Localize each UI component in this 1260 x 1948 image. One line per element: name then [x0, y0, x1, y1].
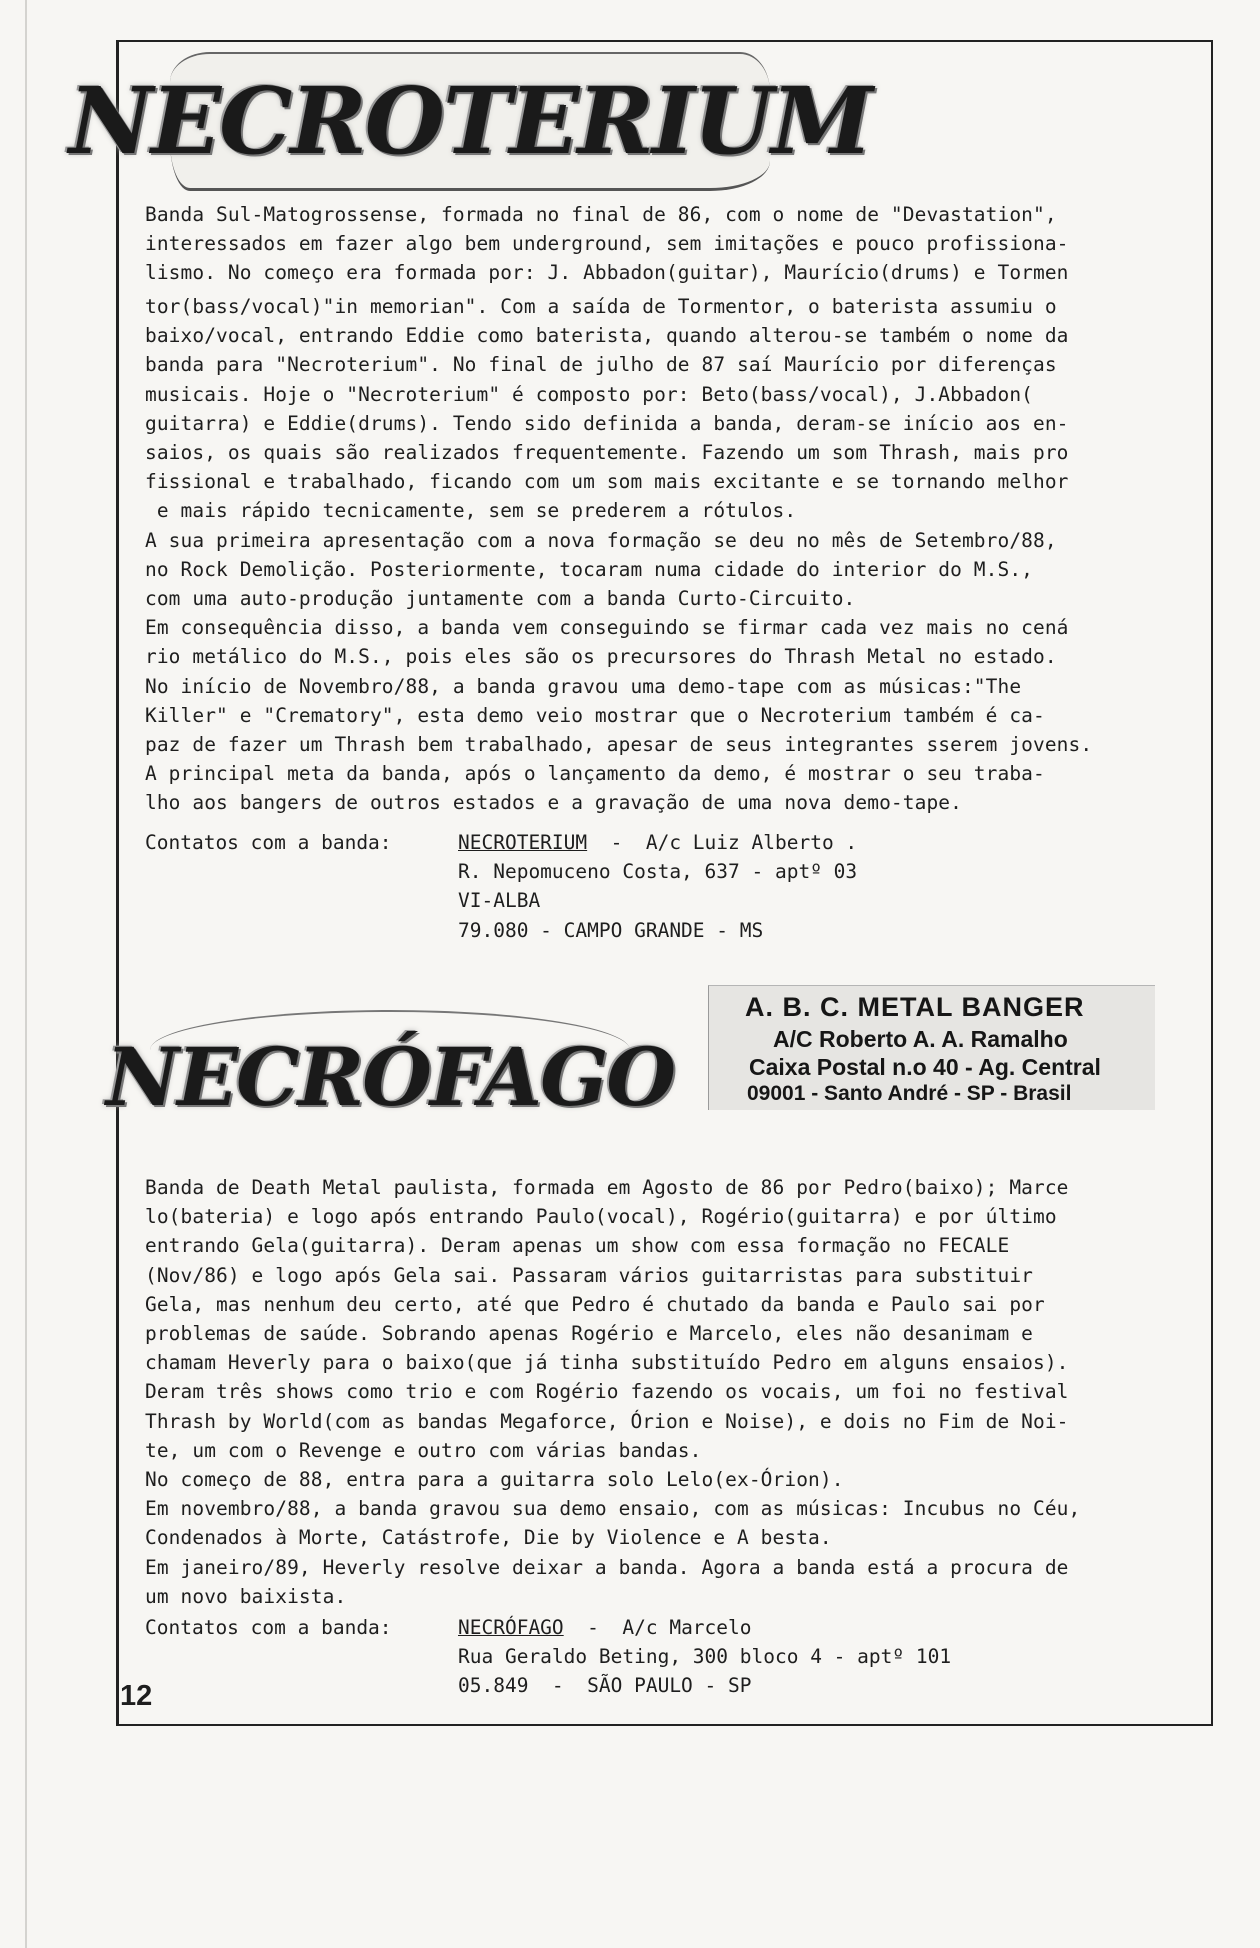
necrofago-paragraph: Banda de Death Metal paulista, formada em Agosto de 86 por Pedro(baixo); Marce lo(bateria) e logo após entrando Paulo(vocal), Rogério(guitarra) e por último entrando Gela(guitarra). Deram apenas um show com essa formação no FECALE (Nov/86) e logo após Gela sai. Passaram vários guitarristas para substituir Gela, mas nenhum deu certo, até que Pedro é chutado da banda e Paulo sai por problemas de saúde. Sobrando apenas Rogério e Marcelo, eles não desanimam e chamam Heverly para o baixo(que já tinha substituído Pedro em alguns ensaios). Deram três shows como trio e com Rogério fazendo os vocais, um foi no festival Thrash by World(com as bandas Megaforce, Órion e Noise), e dois no Fim de Noi- te, um com o Revenge e outro com várias bandas. No começo de 88, entra para a guitarra solo Lelo(ex-Órion). Em novembro/88, a banda gravou sua demo ensaio, com as músicas: Incubus no Céu, Condenados à Morte, Catástrofe, Die by Violence e A besta. Em janeiro/89, Heverly resolve deixar a banda. Agora a banda está a procura de um novo baixista. [145, 1176, 1081, 1608]
clipping-line-1: A. B. C. METAL BANGER [745, 992, 1085, 1022]
necroterium-contact-line-4: 79.080 - CAMPO GRANDE - MS [458, 918, 764, 942]
necroterium-contact-line-2: R. Nepomuceno Costa, 637 - aptº 03 [458, 860, 858, 884]
necroterium-contact-label: Contatos com a banda: [145, 831, 392, 854]
necroterium-contact-address [458, 828, 857, 945]
necroterium-paragraph-2: tor(bass/vocal)"in memorian". Com a saída de Tormentor, o baterista assumiu o baixo/vocal, entrando Eddie como baterista, quando alterou-se também o nome da banda para "Necroterium". No final de julho de 87 saí Maurício por diferenças musicais. Hoje o "Necroterium" é composto por: Beto(bass/vocal), J.Abbadon( guitarra) e Eddie(drums). Tendo sido definida a banda, deram-se início aos en- saios, os quais são realizados frequentemente. Fazendo um som Thrash, mais pro fissional e trabalhado, ficando com um som mais excitante e se tornando melhor e mais rápido tecnicamente, sem se prederem a rótulos. A sua primeira apresentação com a nova formação se deu no mês de Setembro/88, no Rock Demolição. Posteriormente, tocaram numa cidade do interior do M.S., com uma auto-produção juntamente com a banda Curto-Circuito. Em consequência disso, a banda vem conseguindo se firmar cada vez mais no cená rio metálico do M.S., pois eles são os precursores do Thrash Metal no estado. No início de Novembro/88, a banda gravou uma demo-tape com as músicas:"The Killer" e "Crematory", esta demo veio mostrar que o Necroterium também é ca- paz de fazer um Thrash bem trabalhado, apesar de seus integrantes sserem jovens. A principal meta da banda, após o lançamento da demo, é mostrar o seu traba- lho aos bangers de outros estados e a gravação de uma nova demo-tape. [145, 295, 1093, 815]
necrofago-logo: NECRÓFAGO [150, 1010, 630, 1142]
necroterium-contact-name: NECROTERIUM [458, 831, 588, 854]
necrofago-contact-line-1: - A/c Marcelo [563, 1616, 752, 1639]
necroterium-logo: NECROTERIUM [170, 52, 770, 191]
necrofago-contact-line-2: Rua Geraldo Beting, 300 bloco 4 - aptº 101 [458, 1645, 952, 1669]
necroterium-paragraph-1: Banda Sul-Matogrossense, formada no final de 86, com o nome de "Devastation", interessados em fazer algo bem underground, sem imitações e pouco profissiona- lismo. No começo era formada por: J. Abbadon(guitar), Maurício(drums) e Tormen [145, 203, 1069, 285]
page-number: 12 [120, 1680, 153, 1712]
necrofago-contact-address [458, 1613, 951, 1701]
clipping-line-2: A/C Roberto A. A. Ramalho [773, 1026, 1068, 1052]
necrofago-contact-label: Contatos com a banda: [145, 1616, 392, 1639]
necroterium-contact-line-1: - A/c Luiz Alberto . [587, 831, 858, 854]
necrofago-contact-line-3: 05.849 - SÃO PAULO - SP [458, 1674, 752, 1698]
abc-metal-banger-clipping [708, 985, 1155, 1110]
clipping-line-3: Caixa Postal n.o 40 - Ag. Central [749, 1054, 1101, 1080]
clipping-line-4: 09001 - Santo André - SP - Brasil [747, 1082, 1072, 1105]
necrofago-contact-name: NECRÓFAGO [458, 1616, 564, 1639]
binding-edge [25, 0, 27, 1948]
necroterium-contact-line-3: VI-ALBA [458, 889, 541, 913]
